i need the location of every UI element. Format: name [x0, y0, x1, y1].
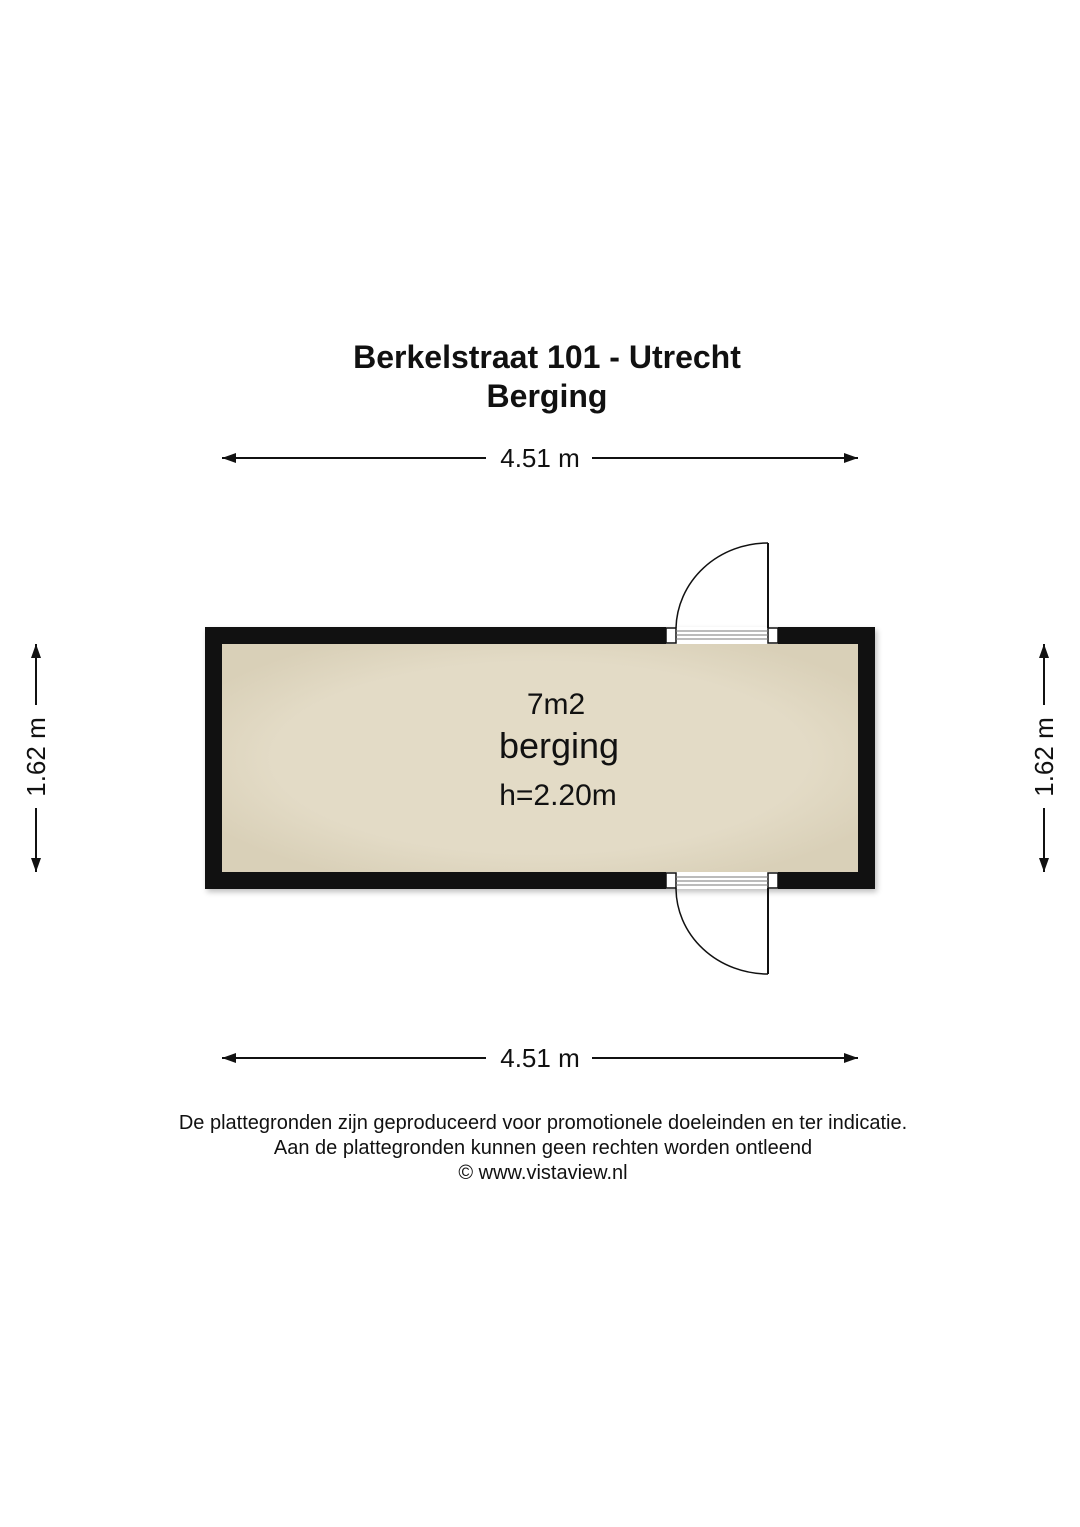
arrow-down-icon: [1039, 858, 1049, 872]
room-area-label: 7m2: [526, 688, 586, 721]
room-height-label: h=2.20m: [499, 779, 617, 812]
arrow-up-icon: [1039, 644, 1049, 658]
plan-address-title: Berkelstraat 101 - Utrecht: [353, 339, 741, 375]
door-swing-arc: [676, 888, 768, 974]
dimension-right: [1029, 644, 1059, 872]
arrow-right-icon: [844, 453, 858, 463]
arrow-left-icon: [222, 453, 236, 463]
door-top: [666, 543, 778, 644]
disclaimer-line-1: De plattegronden zijn geproduceerd voor promotionele doeleinden en ter indicatie.: [178, 1112, 908, 1134]
arrow-left-icon: [222, 1053, 236, 1063]
arrow-right-icon: [844, 1053, 858, 1063]
disclaimer-line-2: Aan de plattegronden kunnen geen rechten worden ontleend: [273, 1137, 813, 1159]
arrow-down-icon: [31, 858, 41, 872]
dimension-left: [21, 644, 51, 872]
dimension-bottom-label: 4.51 m: [500, 1043, 580, 1073]
dimension-left-label: 1.62 m: [21, 717, 51, 797]
room-name-label: berging: [498, 725, 620, 766]
dimension-right-label: 1.62 m: [1029, 717, 1059, 797]
dimension-top-label: 4.51 m: [500, 443, 580, 473]
room-berging: [205, 543, 877, 974]
arrow-up-icon: [31, 644, 41, 658]
plan-floor-title: Berging: [486, 378, 608, 414]
door-swing-arc: [676, 543, 768, 628]
door-bottom: [666, 872, 778, 974]
dimension-top: [222, 443, 858, 473]
copyright-line: © www.vistaview.nl: [458, 1162, 628, 1184]
dimension-bottom: [222, 1043, 858, 1073]
